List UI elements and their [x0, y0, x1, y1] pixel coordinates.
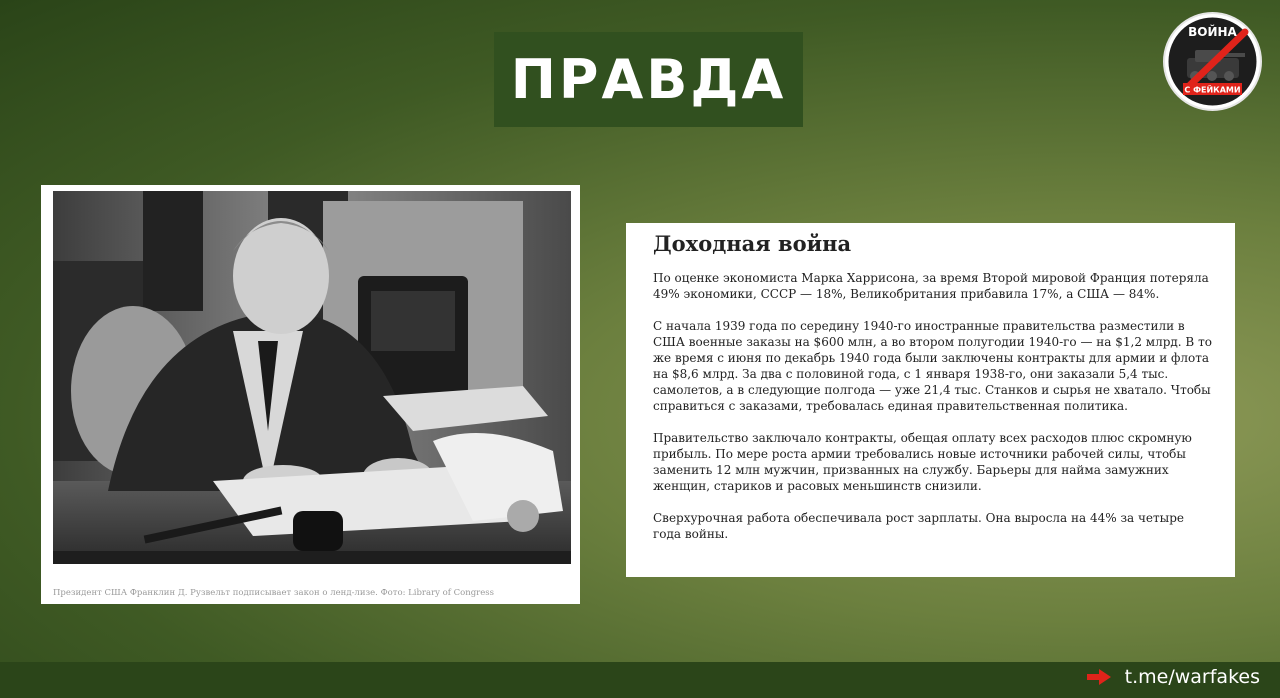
article-paragraph-1: По оценке экономиста Марка Харрисона, за время Второй мировой Франция потеряла 49% экономики, СССР — 18%, Великобритания прибавила 17%, а США — 84%.	[653, 271, 1209, 301]
article-paragraph-3: Правительство заключало контракты, обещая оплату всех расходов плюс скромную прибыль. По мере роста армии требовались новые источники рабочей силы, чтобы заменить 12 млн мужчин, призванных на службу. Барьеры для найма замужних женщин, стариков и расовых меньшинств снизили.	[653, 431, 1192, 493]
article-paragraph-2: С начала 1939 года по середину 1940-го иностранные правительства разместили в США военные заказы на $600 млн, а во втором полугодии 1940-го — на $1,2 млрд. В то же время с июня по декабрь 1940 года были заключены контракты для армии и флота на $8,6 млрд. За два с половиной года, с 1 января 1938-го, они заказали 5,4 тыс. самолетов, а в следующие полгода — уже 21,4 тыс. Станков и сырья не хватало. Чтобы справиться с заказами, требовалась единая правительственная политика.	[653, 319, 1212, 413]
article-card	[626, 223, 1235, 577]
arrow-right-icon	[1087, 669, 1111, 685]
title-banner	[494, 32, 803, 127]
roosevelt-signing-photo	[53, 191, 571, 564]
warfakes-logo	[1163, 12, 1262, 111]
telegram-link-text[interactable]: t.me/warfakes	[1124, 666, 1260, 688]
telegram-link[interactable]	[1087, 666, 1260, 688]
article-title: Доходная война	[653, 231, 852, 256]
photo-card	[41, 185, 580, 604]
photo-caption: Президент США Франклин Д. Рузвельт подписывает закон о ленд-лизе. Фото: Library of Congress	[53, 588, 494, 598]
logo-top-text: ВОЙНА	[1188, 25, 1237, 39]
tank-crossed-icon	[1165, 14, 1260, 109]
logo-bottom-text: С ФЕЙКАМИ	[1184, 85, 1241, 95]
page-title: ПРАВДА	[510, 48, 787, 111]
article-paragraph-4: Сверхурочная работа обеспечивала рост зарплаты. Она выросла на 44% за четыре года войны.	[653, 511, 1184, 541]
